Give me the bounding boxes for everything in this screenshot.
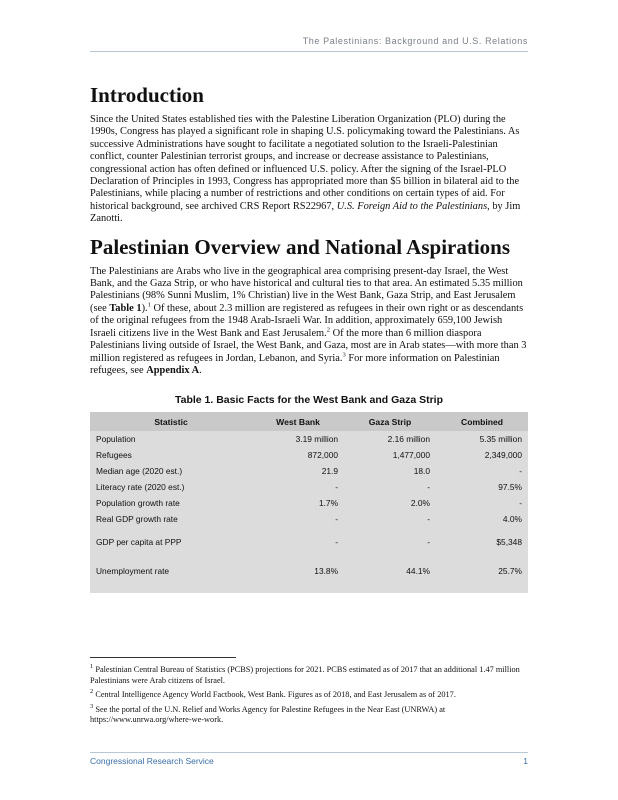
table-title: Table 1. Basic Facts for the West Bank and Gaza Strip: [174, 394, 444, 407]
overview-text-3: Of these, about 2.3 million are registered as refugees in their own right or as descendants of the original refugees from the 1948 Arab-Israeli War. In addition, approximately 659,100 Jewish Israeli citizens live in the West Bank and East Jerusalem.: [90, 302, 524, 339]
cell-combined: -: [519, 498, 522, 509]
table-row: [90, 556, 528, 585]
footnote-text: See the portal of the U.N. Relief and Works Agency for Palestine Refugees in the Near East (UNRWA) at https://www.unrwa.org/where-we-work.: [90, 704, 446, 725]
header-combined: Combined: [436, 412, 528, 431]
footnote-1: [90, 665, 530, 686]
overview-text-4: Of the more than 6 million diaspora Palestinians living outside of Israel, the West Bank, and Gaza, most are in Arab states—with more than 3 million registered as refugees in Jordan, Lebanon, and Syria.: [90, 327, 527, 364]
footnote-text: Central Intelligence Agency World Factbook, West Bank. Figures as of 2018, and East Jerusalem as of 2017.: [93, 690, 456, 700]
footnote-text: Palestinian Central Bureau of Statistics (PCBS) projections for 2021. PCBS estimated as of 2017 that an additional 1.47 million Palestinians were Arab citizens of Israel.: [90, 665, 520, 685]
table-row: [90, 479, 528, 495]
intro-text: Since the United States established ties with the Palestine Liberation Organization (PLO) during the 1990s, Congress has played a significant role in shaping U.S. policymaking toward the Palestinians. As successive Administrations have sought to facilitate a negotiated solution to the Israeli-Palestinian conflict, counter Palestinian terrorist groups, and increase or decrease assistance to Palestinians, congressional action has often defined or influenced U.S. policy. After the signing of the Israel-PLO Declaration of Principles in 1993, Congress has appropriated more than $5 billion in bilateral aid to the Palestinians, while placing a number of restrictions and other conditions on certain types of aid. For historical background, see archived CRS Report RS22967,: [90, 114, 520, 212]
footnotes: [90, 665, 530, 730]
overview-text-6: .: [199, 364, 202, 376]
table-row: [90, 463, 528, 479]
cell-west-bank: 1.7%: [318, 498, 339, 509]
overview-text-2: ).: [141, 302, 148, 314]
footnote-ref-3[interactable]: 3: [342, 351, 346, 359]
cell-combined: 97.5%: [498, 482, 522, 493]
footnote-number: 1: [90, 663, 94, 671]
table-row: [90, 495, 528, 511]
header-west-bank: West Bank: [252, 412, 344, 431]
basic-facts-table: [90, 412, 528, 593]
report-author: , by Jim Zanotti.: [90, 200, 521, 225]
footnote-number: 2: [90, 688, 94, 696]
table-row: [90, 527, 528, 556]
footnote-ref-2[interactable]: 2: [326, 326, 330, 334]
row-label: Refugees: [96, 450, 132, 461]
footnote-ref-1[interactable]: 1: [147, 301, 151, 309]
introduction-paragraph: [90, 114, 528, 226]
footer-divider: [90, 752, 528, 753]
footnote-2: [90, 690, 530, 701]
cell-gaza-strip: -: [427, 514, 430, 525]
cell-west-bank: -: [335, 514, 339, 525]
table-row: [90, 447, 528, 463]
row-label: Literacy rate (2020 est.): [96, 482, 185, 493]
header-statistic: Statistic: [90, 412, 252, 431]
cell-gaza-strip: -: [427, 482, 430, 493]
cell-gaza-strip: 18.0: [413, 466, 430, 477]
overview-text-5: For more information on Palestinian refugees, see: [90, 352, 500, 376]
cell-combined: $5,348: [496, 536, 522, 547]
table-row: [90, 431, 528, 447]
row-label: Median age (2020 est.): [96, 466, 183, 477]
cell-combined: -: [519, 466, 522, 477]
overview-text-1: The Palestinians are Arabs who live in the geographical area comprising present-day Israel, the West Bank, and the Gaza Strip, or who have historical and cultural ties to that area. An estimated 5.35 million Palestinians (98% Sunni Muslim, 1% Christian) live in the West Bank, Gaza Strip, and East Jerusalem (see: [90, 265, 523, 314]
cell-west-bank: 13.8%: [314, 565, 339, 576]
row-label: Real GDP growth rate: [96, 514, 178, 525]
appendix-a-link[interactable]: Appendix A: [146, 364, 200, 376]
cell-gaza-strip: -: [427, 536, 430, 547]
introduction-heading: Introduction: [90, 83, 204, 107]
cell-west-bank: 3.19 million: [295, 434, 339, 445]
cell-gaza-strip: 2.0%: [410, 498, 430, 509]
row-label: GDP per capita at PPP: [96, 536, 182, 547]
cell-west-bank: 872,000: [307, 450, 339, 461]
overview-paragraph: [90, 266, 528, 378]
cell-combined: 5.35 million: [479, 434, 522, 445]
table-header-row: [90, 412, 528, 431]
row-label: Population: [96, 434, 136, 445]
row-label: Unemployment rate: [96, 565, 170, 576]
header-divider: [90, 51, 528, 52]
row-label: Population growth rate: [96, 498, 180, 509]
table-row: [90, 511, 528, 527]
footer-organization: Congressional Research Service: [90, 756, 214, 766]
cell-gaza-strip: 44.1%: [406, 565, 430, 576]
cell-combined: 4.0%: [502, 514, 522, 525]
cell-gaza-strip: 2.16 million: [387, 434, 430, 445]
cell-west-bank: -: [335, 536, 339, 547]
cell-west-bank: 21.9: [321, 466, 339, 477]
overview-heading: Palestinian Overview and National Aspirations: [90, 234, 511, 259]
footnote-divider: [90, 657, 236, 658]
header-gaza-strip: Gaza Strip: [344, 412, 436, 431]
cell-combined: 2,349,000: [484, 450, 522, 461]
footnote-number: 3: [90, 703, 94, 711]
page-content: [90, 82, 528, 593]
running-header: The Palestinians: Background and U.S. Relations: [302, 36, 528, 46]
footnote-3: [90, 705, 530, 726]
table-1-link[interactable]: Table 1: [109, 302, 142, 314]
report-title: U.S. Foreign Aid to the Palestinians: [336, 200, 488, 212]
cell-combined: 25.7%: [498, 565, 522, 576]
cell-west-bank: -: [335, 482, 339, 493]
cell-gaza-strip: 1,477,000: [392, 450, 430, 461]
table-bottom-padding: [90, 585, 528, 593]
page-number: 1: [523, 756, 528, 766]
